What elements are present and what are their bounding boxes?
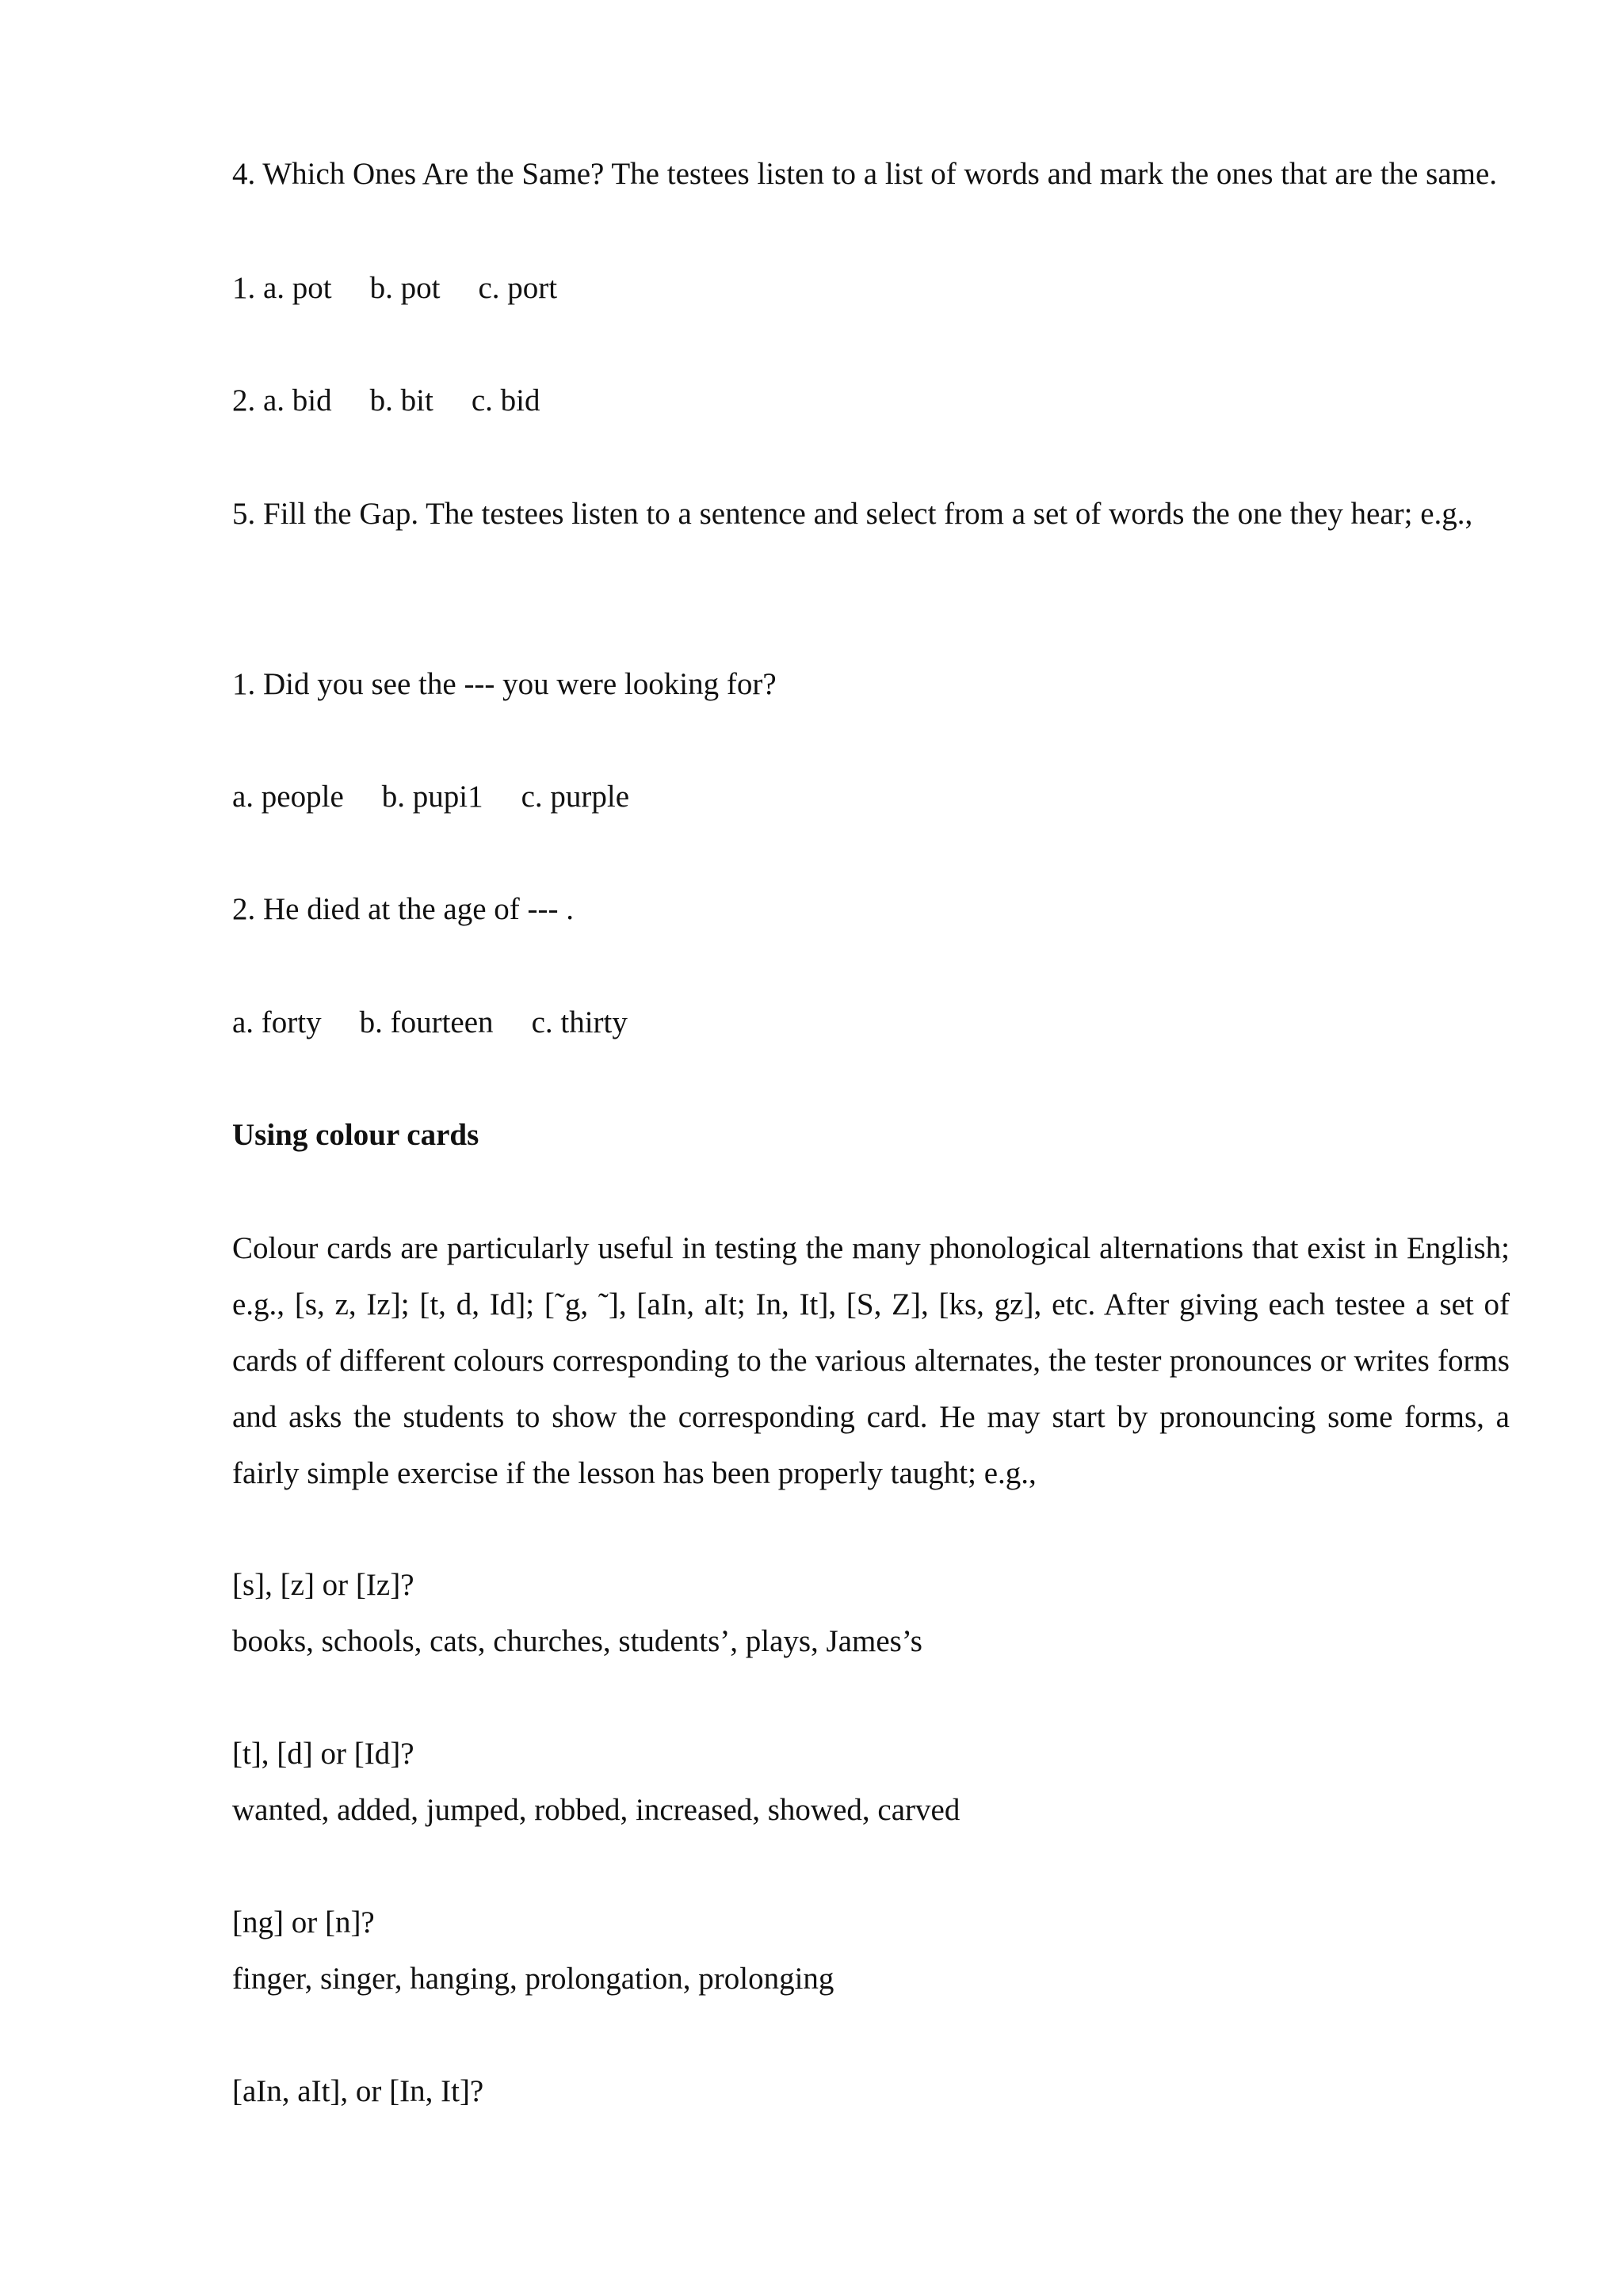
item-2-number: 2.: [232, 383, 256, 418]
option-c: c. thirty: [531, 1005, 628, 1039]
colour-cards-paragraph: Colour cards are particularly useful in testing the many phonological alternations that exist in English; e.g., [s, z, Iz]; [t, d, Id]; [˜g, ˜], [aIn, aIt; In, It], [S, Z], [ks, gz], etc. After giving each testee a set of cards of different colours corresponding to the various alternates, the tester pronounces or writes forms and asks the students to show the corresponding card. He may start by pronouncing some forms, a fairly simple exercise if the lesson has been properly taught; e.g.,: [232, 1231, 1510, 1490]
section5-intro: 5. Fill the Gap. The testees listen to a sentence and select from a set of words the one they hear; e.g.,: [232, 497, 1473, 531]
group-3-question: [ng] or [n]?: [232, 1905, 375, 1939]
group-2-question: [t], [d] or [Id]?: [232, 1737, 414, 1771]
section5-question-1-options: [232, 778, 629, 816]
option-b: b. pupi1: [381, 780, 483, 814]
option-b: b. fourteen: [359, 1005, 494, 1039]
group-4-question: [aIn, aIt], or [In, It]?: [232, 2074, 484, 2108]
section4-intro: 4. Which Ones Are the Same? The testees listen to a list of words and mark the ones that are the same.: [232, 157, 1498, 191]
option-a: a. bid: [263, 383, 332, 418]
item-1-number: 1.: [232, 271, 256, 305]
option-a: a. pot: [263, 271, 332, 305]
option-b: b. bit: [369, 383, 433, 418]
group-2-words: wanted, added, jumped, robbed, increased, showed, carved: [232, 1793, 960, 1827]
section5-question-2-options: [232, 1004, 628, 1042]
section5-question-2: 2. He died at the age of --- .: [232, 892, 574, 926]
section-heading: Using colour cards: [232, 1118, 479, 1152]
group-1-question: [s], [z] or [Iz]?: [232, 1568, 414, 1602]
option-a: a. forty: [232, 1005, 322, 1039]
section4-item-1: [232, 269, 557, 307]
section5-question-1: 1. Did you see the --- you were looking for?: [232, 667, 777, 701]
section4-item-2: [232, 382, 540, 420]
option-b: b. pot: [369, 271, 441, 305]
option-c: c. port: [478, 271, 558, 305]
option-a: a. people: [232, 780, 344, 814]
group-1-words: books, schools, cats, churches, students’, plays, James’s: [232, 1624, 922, 1658]
group-3-words: finger, singer, hanging, prolongation, prolonging: [232, 1962, 834, 1996]
option-c: c. bid: [471, 383, 540, 418]
option-c: c. purple: [521, 780, 630, 814]
